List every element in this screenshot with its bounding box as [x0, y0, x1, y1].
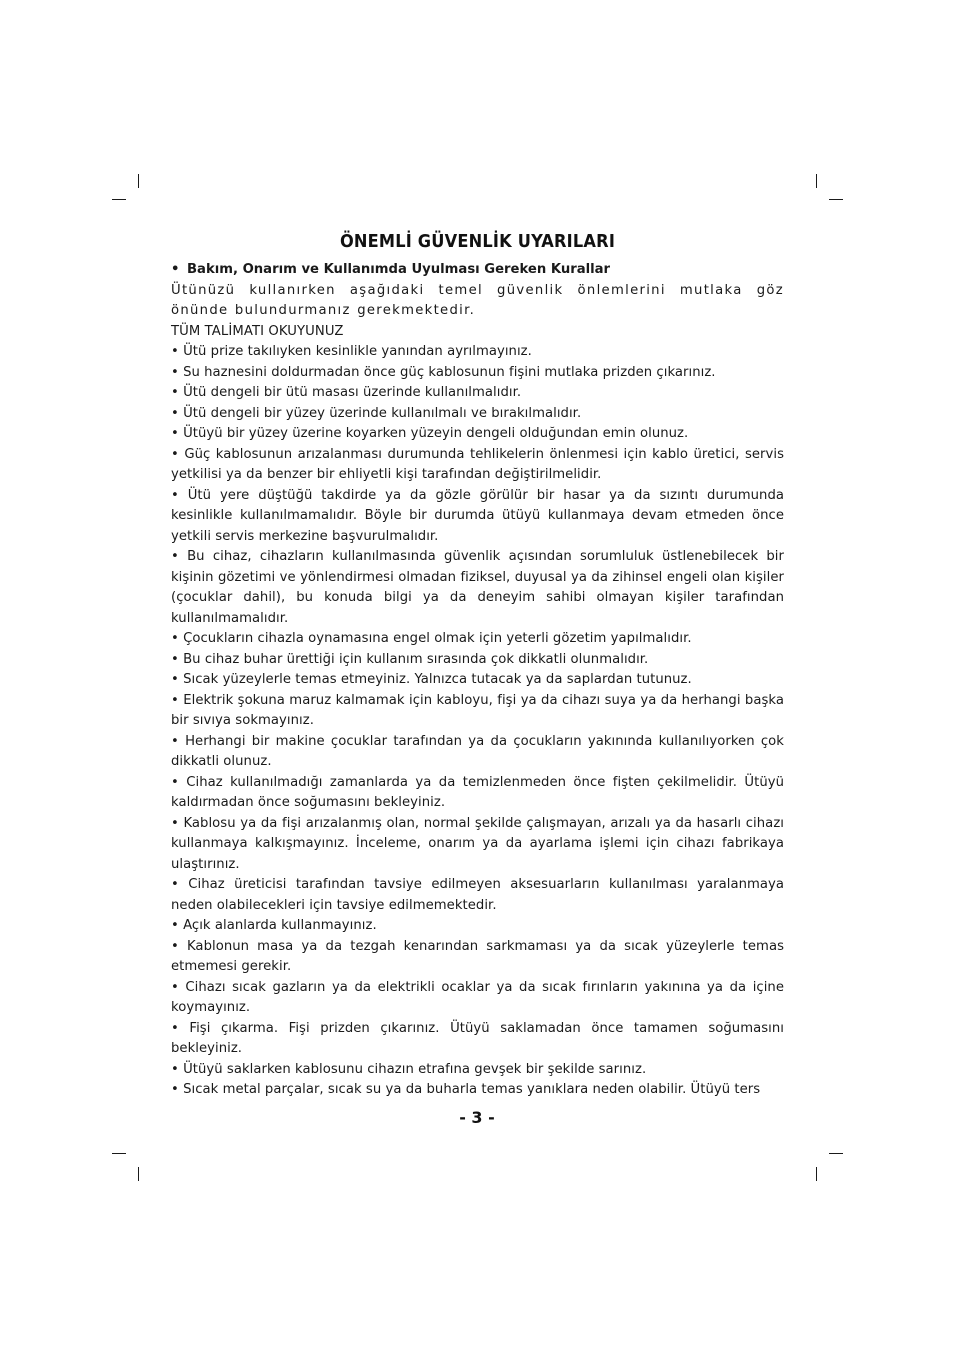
crop-mark-top-left-horizontal — [112, 199, 126, 200]
list-item: • Fişi çıkarma. Fişi prizden çıkarınız. Ütüyü saklamadan önce tamamen soğumasını bekleyiniz. — [171, 1020, 784, 1056]
page-number: - 3 - — [459, 1108, 495, 1127]
list-item: • Güç kablosunun arızalanması durumunda tehlikelerin önlenmesi için kablo üretici, servis yetkilisi ya da benzer bir ehliyetli kişi tarafından değiştirilmelidir. — [171, 446, 784, 482]
intro-paragraph: Ütünüzü kullanırken aşağıdaki temel güvenlik önlemlerini mutlaka göz önünde bulundurmanız gerekmektedir. — [171, 282, 784, 318]
page-title: ÖNEMLİ GÜVENLİK UYARILARI — [339, 231, 616, 252]
list-item: • Cihaz kullanılmadığı zamanlarda ya da temizlenmeden önce fişten çekilmelidir. Ütüyü kaldırmadan önce soğumasını bekleyiniz. — [171, 774, 784, 810]
list-item: • Ütüyü bir yüzey üzerine koyarken yüzeyin dengeli olduğundan emin olunuz. — [171, 426, 689, 441]
section-heading — [171, 260, 784, 281]
page-content — [171, 230, 784, 1101]
crop-mark-bottom-right-horizontal — [829, 1153, 843, 1154]
list-item: • Kablosu ya da fişi arızalanmış olan, normal şekilde çalışmayan, arızalı ya da hasarlı cihazı kullanmaya kalkışmayınız. İnceleme, onarım ya da ayarlama işlemi için cihazı fabrikaya ulaştırınız. — [171, 815, 784, 872]
list-item: • Ütüyü saklarken kablosunu cihazın etrafına gevşek bir şekilde sarınız. — [171, 1061, 647, 1077]
crop-mark-top-right-vertical — [816, 174, 817, 188]
crop-mark-top-right-horizontal — [829, 199, 843, 200]
list-item: • Açık alanlarda kullanmayınız. — [171, 918, 377, 933]
list-item: • Bu cihaz buhar ürettiği için kullanım sırasında çok dikkatli olunmalıdır. — [171, 651, 649, 667]
list-item: • Ütü prize takılıyken kesinlikle yanından ayrılmayınız. — [171, 344, 532, 359]
instruction-line: TÜM TALİMATI OKUYUNUZ — [171, 323, 344, 339]
crop-mark-bottom-left-horizontal — [112, 1153, 126, 1154]
list-item: • Herhangi bir makine çocuklar tarafından ya da çocukların yakınında kullanılıyorken çok dikkatli olunuz. — [171, 733, 784, 769]
list-item: • Çocukların cihazla oynamasına engel olmak için yeterli gözetim yapılmalıdır. — [171, 631, 692, 646]
list-item: • Ütü dengeli bir yüzey üzerinde kullanılmalı ve bırakılmalıdır. — [171, 405, 582, 421]
crop-mark-top-left-vertical — [138, 174, 139, 188]
section-heading-text: Bakım, Onarım ve Kullanımda Uyulması Gereken Kurallar — [187, 262, 611, 277]
crop-mark-bottom-right-vertical — [816, 1167, 817, 1181]
list-item: • Cihaz üreticisi tarafından tavsiye edilmeyen aksesuarların kullanılması yaralanmaya neden olabilecekleri için tavsiye edilmemektedir. — [171, 877, 784, 913]
list-item: • Kablonun masa ya da tezgah kenarından sarkmaması ya da sıcak yüzeylerle temas etmemesi gerekir. — [171, 938, 784, 974]
list-item: • Sıcak yüzeylerle temas etmeyiniz. Yalnızca tutacak ya da saplardan tutunuz. — [171, 672, 692, 687]
list-item: • Su haznesini doldurmadan önce güç kablosunun fişini mutlaka prizden çıkarınız. — [171, 364, 716, 380]
list-item: • Bu cihaz, cihazların kullanılmasında güvenlik açısından sorumluluk üstlenebilecek bir kişinin gözetimi ve yönlendirmesi olmadan fiziksel, duyusal ya da zihinsel engeli olan kişiler (çocuklar dahil), bu konuda bilgi ya da deneyim sahibi olmayan kişiler tarafından kullanılmamalıdır. — [171, 549, 784, 626]
crop-mark-bottom-left-vertical — [138, 1167, 139, 1181]
list-item: • Elektrik şokuna maruz kalmamak için kabloyu, fişi ya da cihazı suya ya da herhangi başka bir sıvıya sokmayınız. — [171, 692, 784, 728]
list-item: • Cihazı sıcak gazların ya da elektrikli ocaklar ya da sıcak fırınların yakınına ya da içine koymayınız. — [171, 979, 784, 1015]
list-item: • Ütü yere düştüğü takdirde ya da gözle görülür bir hasar ya da sızıntı durumunda kesinlikle kullanılmamalıdır. Böyle bir durumda ütüyü kullanmaya devam etmeden önce yetkili servis merkezine başvurulmalıdır. — [171, 487, 784, 544]
safety-list — [171, 342, 784, 1101]
list-item: • Ütü dengeli bir ütü masası üzerinde kullanılmalıdır. — [171, 385, 522, 400]
list-item: • Sıcak metal parçalar, sıcak su ya da buharla temas yanıklara neden olabilir. Ütüyü ters — [171, 1082, 761, 1097]
section-heading-bullet: • — [171, 262, 180, 277]
